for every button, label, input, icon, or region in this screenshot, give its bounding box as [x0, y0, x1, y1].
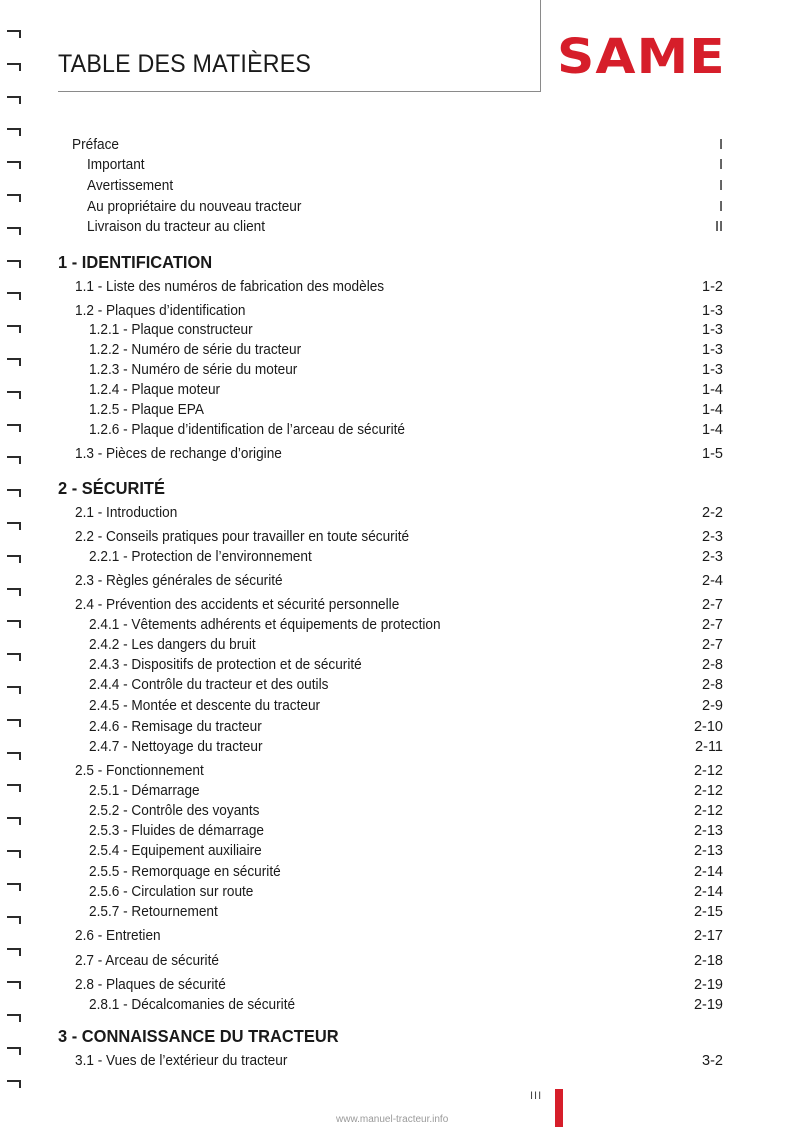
toc-entry-label: 1.2.2 - Numéro de série du tracteur	[89, 342, 302, 358]
same-logo: SAME	[557, 29, 726, 85]
toc-entry	[0, 862, 787, 882]
toc-entry-page: I	[718, 157, 723, 173]
toc-entry-label: 2.5.3 - Fluides de démarrage	[89, 823, 265, 839]
toc-entry	[0, 902, 787, 922]
toc-entry	[0, 301, 787, 321]
toc-entry-label: 3 - CONNAISSANCE DU TRACTEUR	[58, 1026, 339, 1046]
toc-entry-label: 2.2.1 - Protection de l’environnement	[89, 549, 312, 565]
toc-entry-label: 3.1 - Vues de l’extérieur du tracteur	[75, 1053, 288, 1069]
toc-entry	[0, 360, 787, 380]
toc-entry-label: 1.2 - Plaques d’identification	[75, 303, 246, 319]
toc-entry-label: 2.1 - Introduction	[75, 505, 178, 521]
toc-entry-label: 2.4.4 - Contrôle du tracteur et des outils	[89, 677, 329, 693]
toc-entry-label: 1.1 - Liste des numéros de fabrication des modèles	[75, 279, 385, 295]
toc-entry	[0, 135, 787, 155]
toc-entry-page: 2-3	[702, 529, 723, 545]
toc-entry-label: Livraison du tracteur au client	[87, 219, 266, 235]
toc-entry-page: I	[718, 178, 723, 194]
toc-entry-page: 1-4	[702, 402, 723, 418]
toc-entry-label: 2.7 - Arceau de sécurité	[75, 953, 219, 969]
toc-entry-label: 2.4 - Prévention des accidents et sécurité personnelle	[75, 597, 400, 613]
toc-entry	[0, 277, 787, 297]
toc-entry-page: 2-7	[702, 637, 723, 653]
toc-entry-label: 2.4.7 - Nettoyage du tracteur	[89, 739, 263, 755]
toc-entry	[0, 821, 787, 841]
toc-entry	[0, 547, 787, 567]
toc-entry	[0, 951, 787, 971]
toc-entry-page: II	[714, 219, 723, 235]
toc-entry-label: 2.8 - Plaques de sécurité	[75, 977, 226, 993]
toc-entry	[0, 926, 787, 946]
toc-entry-label: 2.6 - Entretien	[75, 928, 161, 944]
toc-entry	[0, 380, 787, 400]
toc-entry-page: 2-4	[702, 573, 723, 589]
toc-entry-label: 2.5.7 - Retournement	[89, 904, 218, 920]
toc-entry-page: 1-3	[702, 342, 723, 358]
toc-entry	[0, 655, 787, 675]
toc-entry	[0, 444, 787, 464]
toc-entry-label: 2 - SÉCURITÉ	[58, 478, 165, 498]
toc-entry	[0, 340, 787, 360]
toc-entry-page: 2-13	[693, 843, 723, 859]
toc-entry	[0, 882, 787, 902]
toc-entry-label: 2.5.6 - Circulation sur route	[89, 884, 254, 900]
toc-entry-page: 3-2	[702, 1053, 723, 1069]
toc-entry-label: 2.4.5 - Montée et descente du tracteur	[89, 698, 321, 714]
toc-entry-page: 2-17	[693, 928, 723, 944]
toc-entry-label: Au propriétaire du nouveau tracteur	[87, 199, 302, 215]
toc-entry-page: I	[718, 137, 723, 153]
toc-entry-page: 2-12	[693, 803, 723, 819]
toc-entry	[0, 176, 787, 196]
toc-entry-page: 2-3	[702, 549, 723, 565]
toc-entry	[0, 781, 787, 801]
toc-entry-page: 2-2	[702, 505, 723, 521]
watermark: www.manuel-tracteur.info	[336, 1114, 449, 1125]
toc-entry-page: 1-3	[702, 362, 723, 378]
toc-entry-page: 1-5	[702, 446, 723, 462]
toc-entry-page: 2-18	[693, 953, 723, 969]
toc-entry-label: 1.2.4 - Plaque moteur	[89, 382, 221, 398]
toc-entry	[0, 761, 787, 781]
toc-entry	[0, 320, 787, 340]
toc-entry-page: 2-19	[693, 977, 723, 993]
toc-entry	[0, 675, 787, 695]
toc-entry	[0, 635, 787, 655]
toc-entry	[0, 527, 787, 547]
toc-entry	[0, 571, 787, 591]
toc-entry-label: 1.2.5 - Plaque EPA	[89, 402, 204, 418]
toc-entry	[0, 400, 787, 420]
toc-entry-page: 2-13	[693, 823, 723, 839]
toc-entry-page: 2-11	[695, 739, 723, 755]
toc-entry-page: I	[718, 199, 723, 215]
toc-entry-page: 1-2	[702, 279, 723, 295]
toc-entry-page: 1-3	[702, 303, 723, 319]
toc-entry-page: 2-12	[693, 763, 723, 779]
folio-red-bar	[555, 1089, 563, 1127]
toc-entry	[0, 217, 787, 237]
toc-entry-label: 2.5.1 - Démarrage	[89, 783, 200, 799]
toc-entry	[0, 995, 787, 1015]
toc-entry-page: 2-15	[693, 904, 723, 920]
toc-entry	[0, 420, 787, 440]
toc-entry-page: 2-19	[693, 997, 723, 1013]
toc-entry	[0, 503, 787, 523]
toc-entry-label: Avertissement	[87, 178, 174, 194]
page-number: III	[530, 1090, 543, 1102]
toc-entry-label: Important	[87, 157, 145, 173]
toc-entry-page: 2-7	[702, 617, 723, 633]
toc-entry-label: 2.2 - Conseils pratiques pour travailler en toute sécurité	[75, 529, 410, 545]
toc-entry	[0, 841, 787, 861]
toc-entry	[0, 1051, 787, 1071]
toc-entry	[0, 696, 787, 716]
toc-entry	[0, 155, 787, 175]
toc-entry-page: 2-8	[702, 677, 723, 693]
toc-entry-page: 2-10	[693, 719, 723, 735]
toc-entry-page: 2-14	[693, 864, 723, 880]
toc-entry-page: 2-14	[693, 884, 723, 900]
toc-entry	[0, 737, 787, 757]
toc-entry-label: 2.5.2 - Contrôle des voyants	[89, 803, 260, 819]
toc-entry-label: 2.8.1 - Décalcomanies de sécurité	[89, 997, 296, 1013]
toc-entry-label: 2.5 - Fonctionnement	[75, 763, 204, 779]
toc-entry-label: 2.5.5 - Remorquage en sécurité	[89, 864, 281, 880]
toc-entry-label: 1.2.1 - Plaque constructeur	[89, 322, 253, 338]
toc-entry	[0, 801, 787, 821]
toc-entry	[0, 615, 787, 635]
toc-entry	[0, 717, 787, 737]
toc-chapter-heading	[0, 475, 787, 501]
toc-entry-page: 2-7	[702, 597, 723, 613]
toc-entry-label: Préface	[72, 137, 119, 153]
toc-entry-page: 2-12	[693, 783, 723, 799]
toc-entry-page: 1-4	[702, 382, 723, 398]
toc-chapter-heading	[0, 249, 787, 275]
page-title: TABLE DES MATIÈRES	[58, 50, 312, 78]
toc-entry-page: 1-4	[702, 422, 723, 438]
toc-entry-page: 2-8	[702, 657, 723, 673]
toc-entry-label: 2.4.6 - Remisage du tracteur	[89, 719, 262, 735]
toc-entry	[0, 595, 787, 615]
toc-entry-page: 1-3	[702, 322, 723, 338]
toc-entry-page: 2-9	[702, 698, 723, 714]
toc-entry-label: 1.2.6 - Plaque d’identification de l’arceau de sécurité	[89, 422, 405, 438]
toc-entry-label: 2.4.3 - Dispositifs de protection et de sécurité	[89, 657, 362, 673]
toc-entry-label: 2.5.4 - Equipement auxiliaire	[89, 843, 262, 859]
toc-entry-label: 2.3 - Règles générales de sécurité	[75, 573, 283, 589]
toc-entry-label: 1.2.3 - Numéro de série du moteur	[89, 362, 298, 378]
toc-entry-label: 1 - IDENTIFICATION	[58, 252, 213, 272]
toc-entry	[0, 975, 787, 995]
toc-entry-label: 1.3 - Pièces de rechange d’origine	[75, 446, 282, 462]
toc-chapter-heading	[0, 1023, 787, 1049]
toc-entry-label: 2.4.1 - Vêtements adhérents et équipements de protection	[89, 617, 441, 633]
toc-entry-label: 2.4.2 - Les dangers du bruit	[89, 637, 256, 653]
toc-entry	[0, 197, 787, 217]
